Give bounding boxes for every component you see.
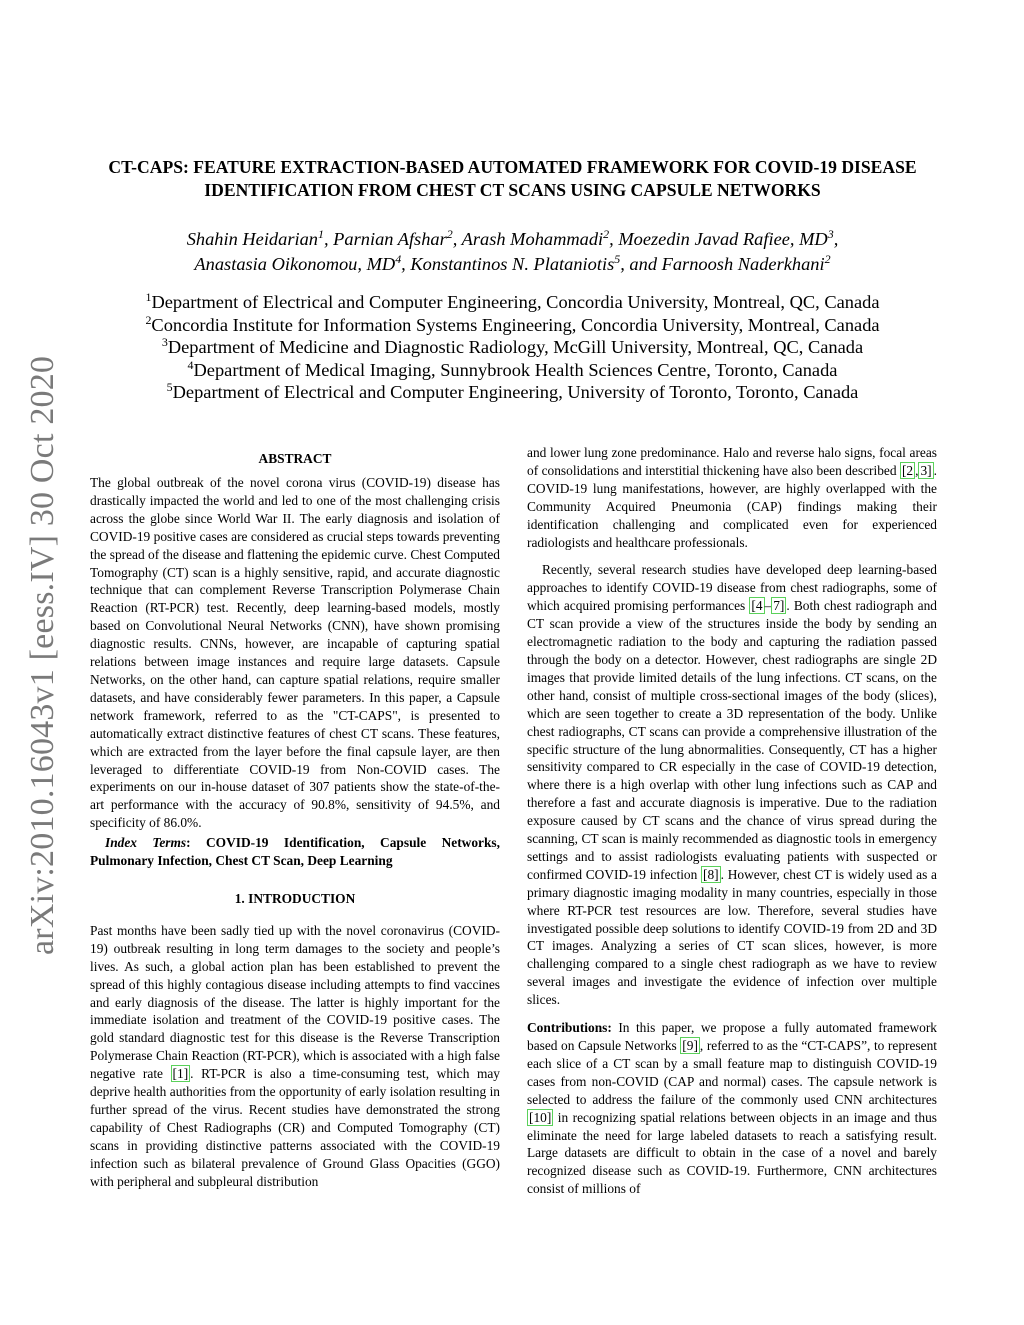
citation-link[interactable]: [2 <box>901 462 914 478</box>
author-name: Farnoosh Naderkhani <box>661 254 825 274</box>
affil-marker: 2 <box>145 312 152 327</box>
author-affil-marker: 2 <box>824 251 831 266</box>
author-name: Moezedin Javad Rafiee, MD <box>618 229 828 249</box>
affiliation <box>90 336 935 359</box>
citation-separator: – <box>764 598 772 614</box>
citation-link[interactable]: [10] <box>529 1109 552 1125</box>
author-affil-marker: 2 <box>446 226 453 241</box>
affiliation <box>90 359 935 382</box>
affil-text: Department of Medical Imaging, Sunnybrook Health Sciences Centre, Toronto, Canada <box>193 359 838 380</box>
author-separator: , <box>609 229 619 249</box>
author-affil-marker: 4 <box>395 251 402 266</box>
body-text: In this paper, we propose a fully automated framework based on Capsule Networks <box>527 1020 937 1053</box>
author-name: Shahin Heidarian <box>186 229 318 249</box>
paper-title: CT-CAPS: FEATURE EXTRACTION-BASED AUTOMATED FRAMEWORK FOR COVID-19 DISEASE IDENTIFICATION FROM CHEST CT SCANS USING CAPSULE NETWORKS <box>108 157 917 200</box>
author-affil-marker: 5 <box>614 251 621 266</box>
author-name: Parnian Afshar <box>333 229 447 249</box>
author-separator: , <box>452 229 462 249</box>
body-text: . However, chest CT is widely used as a primary diagnostic imaging modality in many countries, especially in those where RT-PCR test resources are low. Therefore, several studies have investigated possible deep solutions to identify COVID-19 from 2D and 3D CT images. Analyzing a series of CT scan slices, however, is more challenging compared to a single chest radiograph as we have to review several images and investigate the evidence of infection over multiple slices. <box>527 866 937 1008</box>
affiliation-list <box>90 291 935 404</box>
affil-marker: 1 <box>145 289 152 304</box>
index-terms-label: Index Terms <box>105 835 187 851</box>
intro-paragraph <box>90 922 500 1191</box>
author-affil-marker: 2 <box>603 226 610 241</box>
citation-link[interactable]: [1] <box>172 1066 189 1082</box>
body-text: . COVID-19 lung manifestations, however, are highly overlapped with the Community Acquired Pneumonia (CAP) findings making their identification challenging and complicated even for experienced radiologists and healthcare professionals. <box>527 462 937 550</box>
affil-marker: 4 <box>187 357 194 372</box>
contributions-label: Contributions: <box>527 1020 612 1036</box>
body-text: and lower lung zone predominance. Halo and reverse halo signs, focal areas of consolidations and interstitial thickening have also been described <box>527 445 937 478</box>
citation-link[interactable]: [9] <box>682 1038 698 1053</box>
affil-text: Concordia Institute for Information Systems Engineering, Concordia University, Montreal, Canada <box>151 314 880 335</box>
citation-link[interactable]: 3] <box>920 462 932 478</box>
introduction-heading: 1. INTRODUCTION <box>234 890 356 906</box>
author-name: Anastasia Oikonomou, MD <box>194 254 396 274</box>
affil-marker: 5 <box>166 380 173 395</box>
citation-link[interactable]: 7] <box>773 598 785 614</box>
author-separator: , <box>833 229 839 249</box>
abstract-text: The global outbreak of the novel corona virus (COVID-19) disease has drastically impacted the world and led to one of the most challenging crisis across the globe since World War II. The early diagnosis and isolation of COVID-19 positive cases are considered as crucial steps towards preventing the spread of the disease and flattening the epidemic curve. Chest Computed Tomography (CT) scan is a highly sensitive, rapid, and accurate diagnostic technique that can complement Reverse Transcription Polymerase Chain Reaction (RT-PCR) test. Recently, deep learning-based models, mostly based on Convolutional Neural Networks (CNN), have shown promising diagnostic results. CNNs, however, are incapable of capturing spatial relations between image instances and require large datasets. Capsule Networks, on the other hand, can capture spatial relations, require smaller datasets, and have considerably fewer parameters. In this paper, a Capsule network framework, referred to as the "CT-CAPS", is presented to automatically extract distinctive features of chest CT scans. These features, which are extracted from the layer before the final capsule layer, are then leveraged to differentiate COVID-19 from Non-COVID cases. The experiments on our in-house dataset of 307 patients show the state-of-the-art performance with the accuracy of 90.8%, sensitivity of 94.5%, and specificity of 86.0%. <box>90 475 500 831</box>
author-affil-marker: 1 <box>317 226 324 241</box>
affil-marker: 3 <box>161 335 168 350</box>
body-text: Recently, several research studies have developed deep learning-based approaches to identify COVID-19 disease from chest radiographs, some of which acquired promising performances <box>527 562 937 614</box>
affiliation <box>90 381 935 404</box>
right-column <box>527 444 937 1198</box>
body-text: , referred to as the “CT-CAPS”, to represent each slice of a CT scan by a small feature map to distinguish COVID-19 cases from non-COVID (CAP and normal) cases. The capsule network is selected to address the failure of the commonly used CNN architectures <box>527 1038 937 1107</box>
citation-separator: , <box>915 462 919 478</box>
affiliation <box>90 314 935 337</box>
index-terms-text: : COVID-19 Identification, Capsule Networks, Pulmonary Infection, Chest CT Scan, Deep Learning <box>90 835 500 869</box>
body-text: . Both chest radiograph and CT scan provide a view of the structures inside the body by sending an electromagnetic radiation to the body and capturing the radiation passed through the body on a detector. However, chest radiographs are single 2D images that provide limited details of the lung infections. CT scans, on the other hand, consist of multiple cross-sectional images of the body (slices), which are seen together to create a 3D representation of the body. Unlike chest radiographs, CT scans can provide a comprehensive illustration of the specific structure of the lung abnormalities. Consequently, CT has a higher sensitivity compared to CR especially in the case of COVID-19 detection, where there is a high overlap with other lung infections such as CAP and therefore a fast and accurate diagnosis is imperative. Due to the radiation exposure caused by CT scans and the chance of virus spread during the scanning, CT scan is mainly recommended as diagnostic tools in emergency settings and to assist radiologists evaluating patients with suspected or confirmed COVID-19 infection <box>527 598 937 882</box>
author-separator: , and <box>620 254 662 274</box>
contributions-paragraph <box>527 1019 937 1198</box>
intro-text: Past months have been sadly tied up with the novel coronavirus (COVID-19) outbreak resulting in long term damages to the society and people’s lives. As such, a global action plan has been established to prevent the spread of this highly contagious disease including attempts to find vaccines and early diagnosis of the disease. The latter is highly important for the immediate isolation and treatment of the COVID-19 positive cases. The gold standard diagnostic test for this disease is the Reverse Transcription Polymerase Chain Reaction (RT-PCR), which is associated with a high false negative rate <box>90 922 500 1082</box>
author-name: Konstantinos N. Plataniotis <box>410 254 615 274</box>
abstract-heading: ABSTRACT <box>258 451 332 466</box>
citation-link[interactable]: [8] <box>703 866 719 882</box>
body-text: in recognizing spatial relations between objects in an image and thus eliminate the need for large labeled datasets to reach a satisfying result. Large datasets are difficult to obtain in the case of a novel and barely recognized disease such as COVID-19. Furthermore, CNN architectures consist of millions of <box>527 1109 937 1197</box>
author-separator: , <box>323 229 334 249</box>
author-name: Arash Mohammadi <box>461 229 604 249</box>
author-separator: , <box>401 254 411 274</box>
affil-text: Department of Medicine and Diagnostic Radiology, McGill University, Montreal, QC, Canada <box>167 337 864 358</box>
citation-link[interactable]: [4 <box>751 598 763 614</box>
author-list <box>110 227 915 277</box>
arxiv-identifier: arXiv:2010.16043v1 [eess.IV] 30 Oct 2020 <box>24 355 61 955</box>
related-work-paragraph <box>527 561 937 1009</box>
index-terms <box>90 834 500 870</box>
affil-text: Department of Electrical and Computer Engineering, University of Toronto, Toronto, Canada <box>172 382 859 403</box>
affil-text: Department of Electrical and Computer Engineering, Concordia University, Montreal, QC, Canada <box>151 292 880 312</box>
left-column <box>90 450 500 1191</box>
intro-continued-paragraph <box>527 444 937 551</box>
author-affil-marker: 3 <box>827 226 834 241</box>
intro-text: . RT-PCR is also a time-consuming test, which may deprive health authorities from the opportunity of early isolation resulting in further spread of the virus. Recent studies have demonstrated the strong capability of Chest Radiographs (CR) and Computed Tomography (CT) scans in providing distinctive patterns associated with the COVID-19 infection such as bilateral prevalence of Ground Glass Opacities (GGO) with peripheral and subpleural distribution <box>90 1066 501 1189</box>
affiliation <box>90 291 935 314</box>
